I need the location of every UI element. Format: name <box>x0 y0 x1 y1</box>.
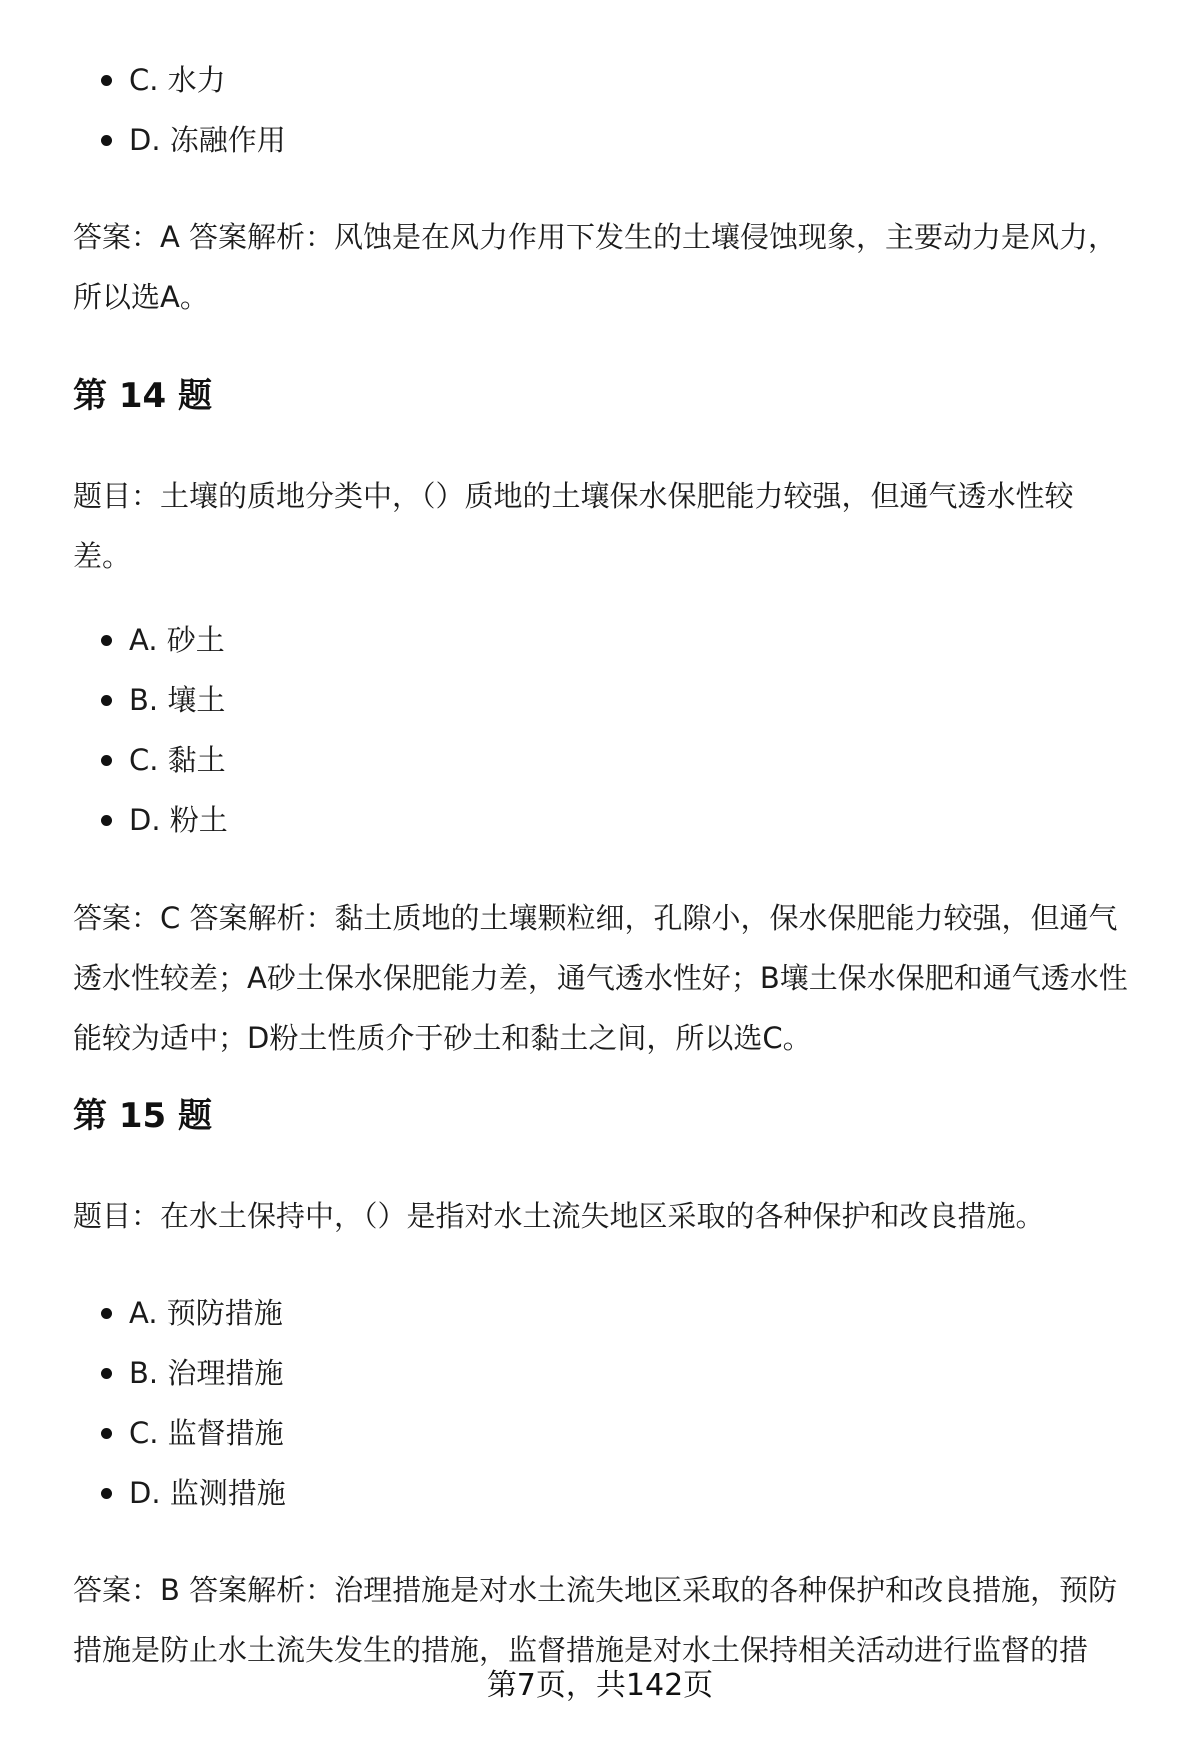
question-14-answer <box>73 888 1163 1068</box>
question-15-stem <box>73 1186 1163 1246</box>
option-item <box>73 670 228 730</box>
option-text: C. 监督措施 <box>129 1416 284 1450</box>
option-text: B. 治理措施 <box>129 1356 284 1390</box>
option-item <box>73 1403 286 1463</box>
bullet-icon <box>101 815 112 826</box>
question-14-heading: 第 14 题 <box>73 376 212 416</box>
option-item <box>73 610 228 670</box>
answer-line: 措施是防止水土流失发生的措施，监督措施是对水土保持相关活动进行监督的措 <box>73 1633 1089 1667</box>
option-text: D. 监测措施 <box>129 1476 286 1510</box>
answer-line: 所以选A。 <box>73 280 209 314</box>
option-item <box>73 1463 286 1523</box>
answer-line: 答案：C 答案解析：黏土质地的土壤颗粒细，孔隙小，保水保肥能力较强，但通气 <box>73 901 1118 935</box>
question-15-heading: 第 15 题 <box>73 1096 212 1136</box>
question-14-options <box>73 610 228 850</box>
option-text: A. 预防措施 <box>129 1296 283 1330</box>
bullet-icon <box>101 695 112 706</box>
answer-line: 透水性较差；A砂土保水保肥能力差，通气透水性好；B壤土保水保肥和通气透水性 <box>73 961 1128 995</box>
option-item <box>73 50 286 110</box>
option-item <box>73 730 228 790</box>
option-text: C. 水力 <box>129 63 226 97</box>
bullet-icon <box>101 135 112 146</box>
stem-line: 题目：在水土保持中，（）是指对水土流失地区采取的各种保护和改良措施。 <box>73 1199 1045 1233</box>
option-text: C. 黏土 <box>129 743 226 777</box>
option-text: A. 砂土 <box>129 623 225 657</box>
bullet-icon <box>101 1428 112 1439</box>
option-item <box>73 1283 286 1343</box>
bullet-icon <box>101 635 112 646</box>
prev-question-options <box>73 50 286 170</box>
bullet-icon <box>101 1488 112 1499</box>
option-item <box>73 1343 286 1403</box>
page-number: 第7页，共142页 <box>486 1668 714 1703</box>
stem-line: 题目：土壤的质地分类中，（）质地的土壤保水保肥能力较强，但通气透水性较 <box>73 479 1074 513</box>
answer-line: 答案：A 答案解析：风蚀是在风力作用下发生的土壤侵蚀现象，主要动力是风力， <box>73 220 1118 254</box>
prev-answer <box>73 207 1163 327</box>
question-14-stem <box>73 466 1163 586</box>
option-item <box>73 110 286 170</box>
bullet-icon <box>101 1308 112 1319</box>
stem-line: 差。 <box>73 539 132 573</box>
answer-line: 能较为适中；D粉土性质介于砂土和黏土之间，所以选C。 <box>73 1021 812 1055</box>
option-text: B. 壤土 <box>129 683 226 717</box>
bullet-icon <box>101 755 112 766</box>
option-text: D. 粉土 <box>129 803 228 837</box>
option-item <box>73 790 228 850</box>
bullet-icon <box>101 75 112 86</box>
option-text: D. 冻融作用 <box>129 123 286 157</box>
question-15-answer <box>73 1560 1163 1680</box>
question-15-options <box>73 1283 286 1523</box>
bullet-icon <box>101 1368 112 1379</box>
answer-line: 答案：B 答案解析：治理措施是对水土流失地区采取的各种保护和改良措施，预防 <box>73 1573 1118 1607</box>
